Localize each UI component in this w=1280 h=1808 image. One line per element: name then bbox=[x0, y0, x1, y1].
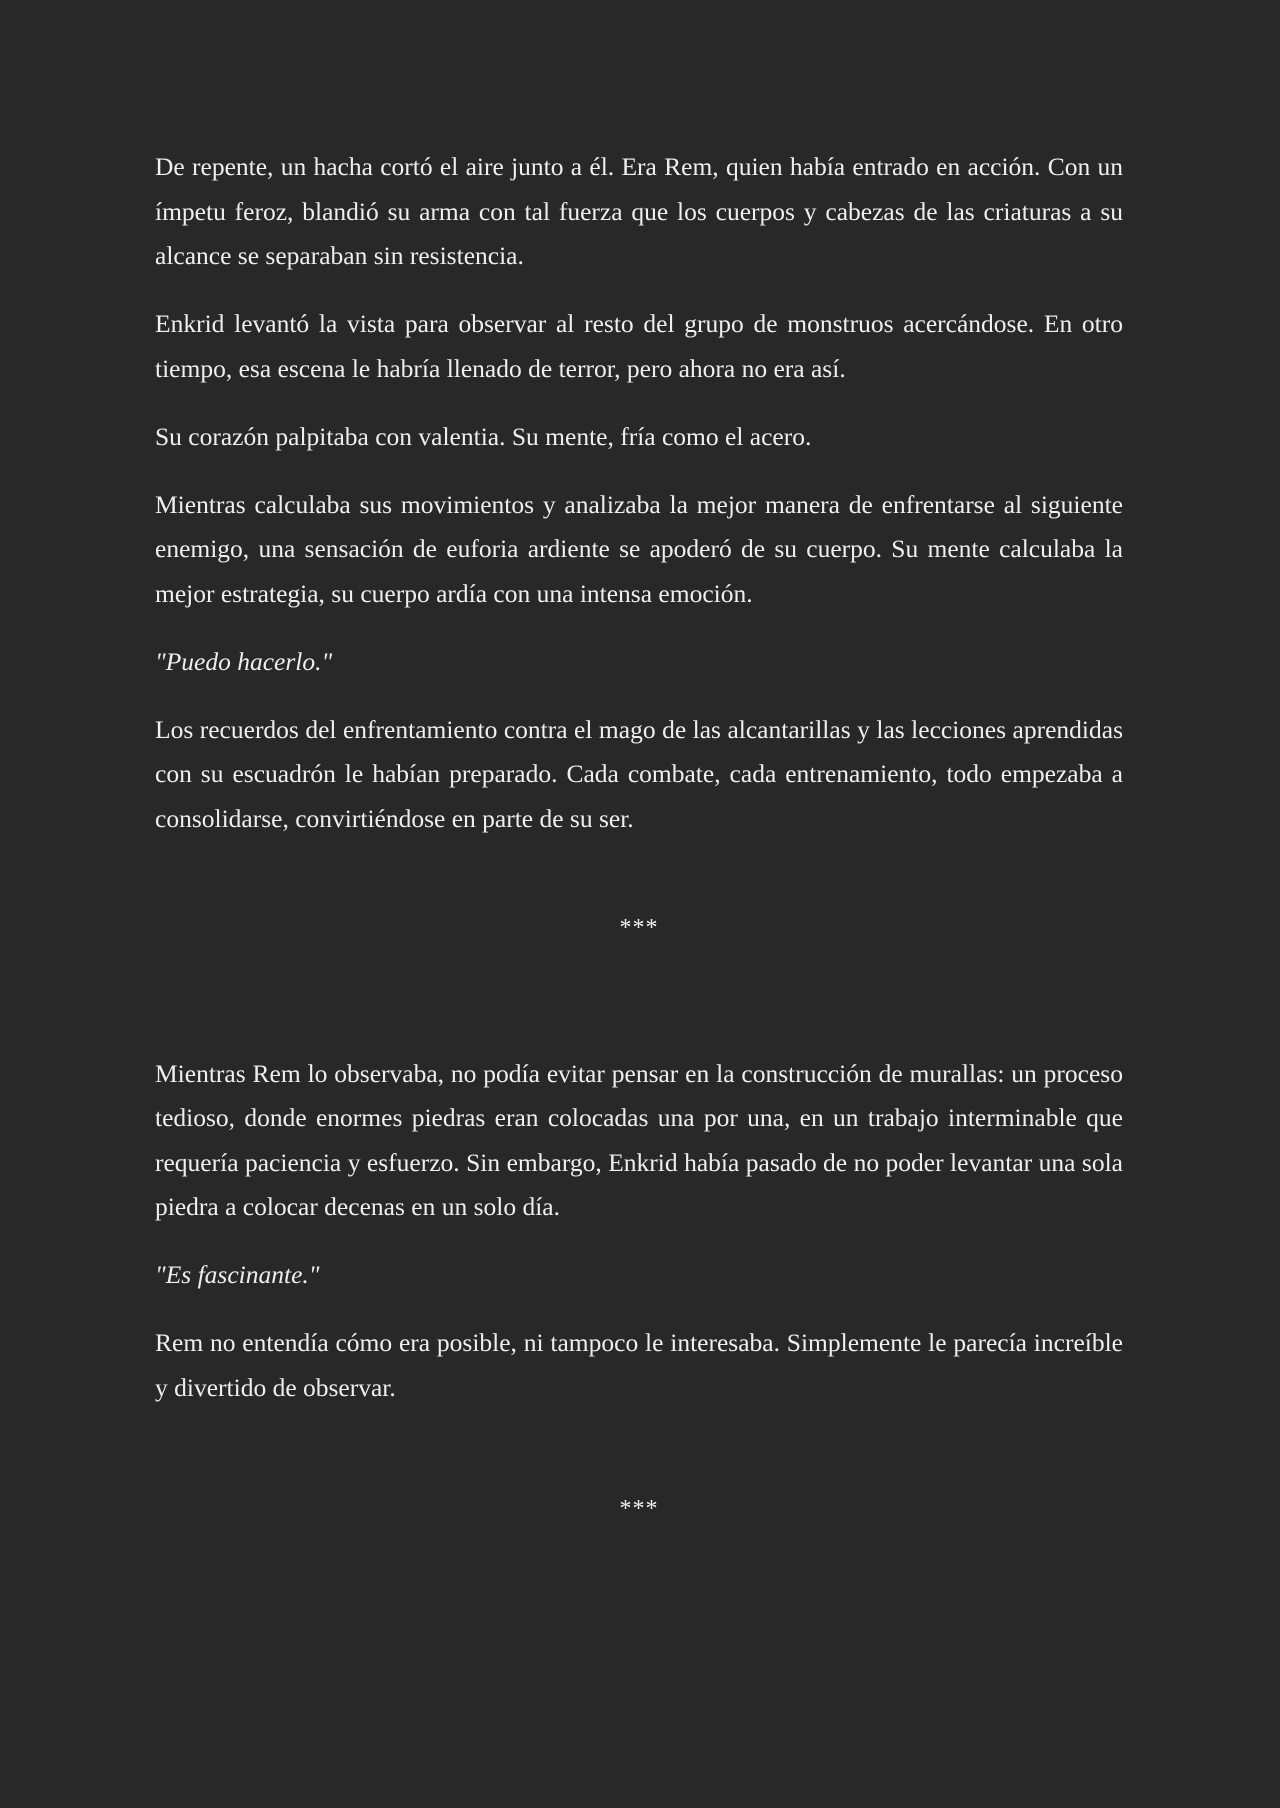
chapter-text bbox=[155, 145, 1123, 1532]
thought-paragraph: "Es fascinante." bbox=[155, 1260, 320, 1289]
paragraph: Rem no entendía cómo era posible, ni tampoco le interesaba. Simplemente le parecía increíble y divertido de observar. bbox=[155, 1328, 1123, 1402]
paragraph: Enkrid levantó la vista para observar al resto del grupo de monstruos acercándose. En otro tiempo, esa escena le habría llenado de terror, pero ahora no era así. bbox=[155, 309, 1123, 383]
paragraph: Mientras calculaba sus movimientos y analizaba la mejor manera de enfrentarse al siguiente enemigo, una sensación de euforia ardiente se apoderó de su cuerpo. Su mente calculaba la mejor estrategia, su cuerpo ardía con una intensa emoción. bbox=[155, 489, 1123, 608]
section-divider: *** bbox=[619, 915, 659, 941]
section-divider: *** bbox=[619, 1496, 659, 1522]
paragraph: Su corazón palpitaba con valentia. Su mente, fría como el acero. bbox=[155, 421, 812, 451]
paragraph: Los recuerdos del enfrentamiento contra el mago de las alcantarillas y las lecciones aprendidas con su escuadrón le habían preparado. Cada combate, cada entrenamiento, todo empezaba a consolidarse, convirtiéndose en parte de su ser. bbox=[155, 714, 1123, 833]
thought-paragraph: "Puedo hacerlo." bbox=[155, 646, 333, 676]
paragraph: De repente, un hacha cortó el aire junto a él. Era Rem, quien había entrado en acción. Con un ímpetu feroz, blandió su arma con tal fuerza que los cuerpos y cabezas de las criaturas a su alcance se separaban sin resistencia. bbox=[155, 152, 1123, 270]
paragraph: Mientras Rem lo observaba, no podía evitar pensar en la construcción de murallas: un proceso tedioso, donde enormes piedras eran colocadas una por una, en un trabajo interminable que requería paciencia y esfuerzo. Sin embargo, Enkrid había pasado de no poder levantar una sola piedra a colocar decenas en un solo día. bbox=[155, 1058, 1123, 1221]
